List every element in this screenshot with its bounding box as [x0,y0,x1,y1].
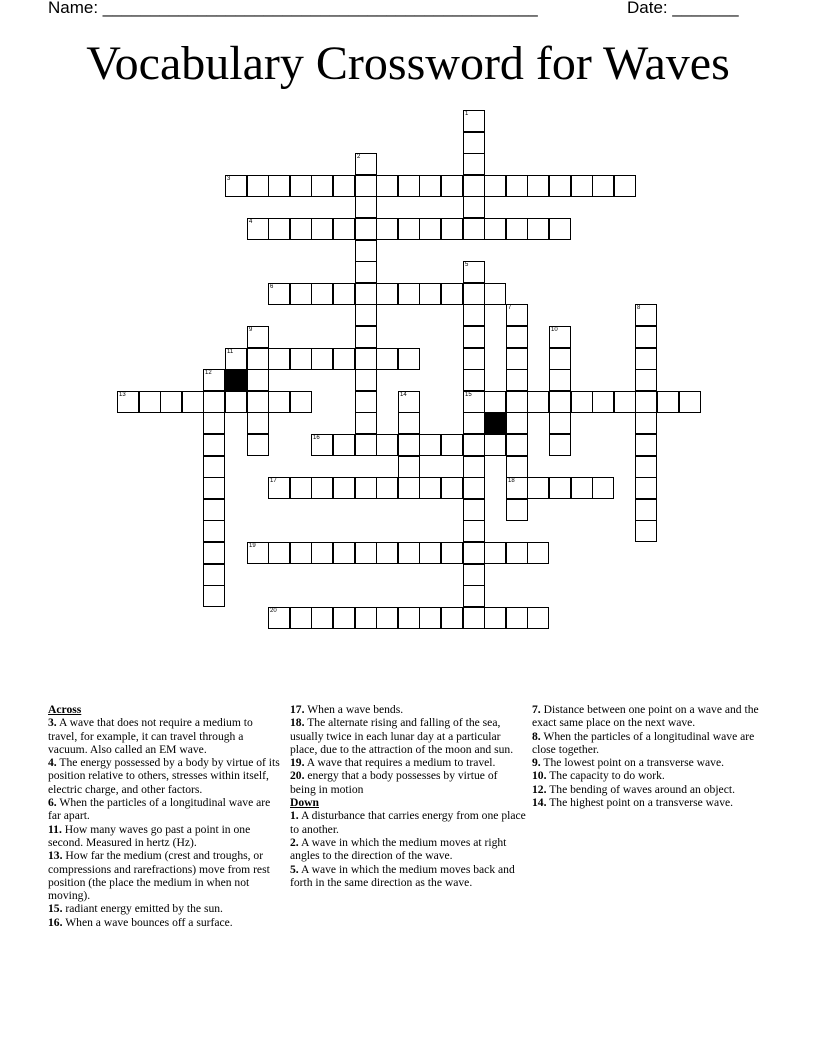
clue-across-20: 20. energy that a body possesses by virtue of being in motion [290,769,498,796]
clues-column-2 [290,703,526,889]
crossword-cell[interactable] [398,175,420,197]
crossword-cell[interactable] [506,477,528,499]
crossword-cell[interactable] [355,391,377,413]
crossword-cell[interactable] [376,434,398,456]
crossword-cell[interactable] [463,607,485,629]
crossword-cell[interactable] [571,175,593,197]
page-title: Vocabulary Crossword for Waves [86,37,730,90]
clue-across-17: 17. When a wave bends. [290,703,404,716]
crossword-cell[interactable] [463,499,485,521]
clue-down-9: 9. The lowest point on a transverse wave. [532,756,725,770]
crossword-cell[interactable] [311,348,333,370]
crossword-cell[interactable] [333,283,355,305]
crossword-cell[interactable] [463,456,485,478]
date-field-label: Date: _______ [627,0,739,17]
crossword-cell[interactable] [549,348,571,370]
crossword-cell[interactable] [506,218,528,240]
across-heading: Across [48,703,82,716]
crossword-cell[interactable] [355,542,377,564]
clue-across-13: 13. How far the medium (crest and troughs, or compressions and rarefractions) move from rest position (the place the medium in when not moving). [48,849,270,903]
crossword-cell[interactable] [463,348,485,370]
crossword-cell[interactable] [311,607,333,629]
name-field-label: Name: ______________________________________________ [48,0,538,17]
crossword-cell[interactable] [549,175,571,197]
crossword-cell[interactable] [441,607,463,629]
crossword-cell[interactable] [398,477,420,499]
clue-across-3: 3. A wave that does not require a medium to travel, for example, it can travel through a vacuum. Also called an EM wave. [48,716,253,756]
crossword-cell[interactable] [614,391,636,413]
crossword-cell[interactable] [463,218,485,240]
crossword-cell[interactable] [355,304,377,326]
crossword-cell[interactable] [484,175,506,197]
crossword-cell[interactable] [549,218,571,240]
crossword-cell[interactable] [592,391,614,413]
crossword-cell[interactable] [247,391,269,413]
crossword-cell[interactable] [268,218,290,240]
crossword-cell[interactable] [441,283,463,305]
crossword-cell[interactable] [635,348,657,370]
crossword-cell[interactable] [225,391,247,413]
crossword-cell[interactable] [268,607,290,629]
crossword-cell[interactable] [635,434,657,456]
crossword-cell[interactable] [635,456,657,478]
crossword-cell[interactable] [506,412,528,434]
crossword-cell[interactable] [333,434,355,456]
clue-number: 17 [270,478,277,484]
crossword-cell[interactable] [463,564,485,586]
crossword-cell[interactable] [311,542,333,564]
crossword-cell[interactable] [506,456,528,478]
crossword-cell[interactable] [355,240,377,262]
crossword-cell[interactable] [333,218,355,240]
clue-number: 6 [270,284,274,290]
clue-across-16: 16. When a wave bounces off a surface. [48,915,233,929]
clue-number: 8 [637,305,641,311]
clue-number: 3 [227,176,231,182]
crossword-cell[interactable] [333,175,355,197]
clue-across-4: 4. The energy possessed by a body by virtue of its position relative to others, stresses within itself, electric charge, and other factors. [48,756,280,796]
crossword-cell[interactable] [376,175,398,197]
crossword-cell[interactable] [463,304,485,326]
crossword-cell[interactable] [203,542,225,564]
crossword-cell[interactable] [203,412,225,434]
clue-down-14: 14. The highest point on a transverse wave. [532,796,734,810]
crossword-cell[interactable] [419,477,441,499]
crossword-cell[interactable] [247,175,269,197]
crossword-cell[interactable] [290,218,312,240]
crossword-cell[interactable] [419,175,441,197]
crossword-cell[interactable] [311,218,333,240]
clue-number: 12 [205,370,212,376]
crossword-cell[interactable] [376,218,398,240]
crossword-cell[interactable] [549,412,571,434]
crossword-cell[interactable] [614,175,636,197]
crossword-cell[interactable] [549,326,571,348]
crossword-cell[interactable] [247,326,269,348]
crossword-cell[interactable] [419,218,441,240]
crossword-cell[interactable] [290,607,312,629]
crossword-black-square [484,412,506,434]
crossword-cell[interactable] [506,391,528,413]
crossword-cell[interactable] [355,412,377,434]
clue-down-5: 5. A wave in which the medium moves back and forth in the same direction as the wave. [290,862,515,889]
crossword-cell[interactable] [527,175,549,197]
crossword-cell[interactable] [398,607,420,629]
crossword-cell[interactable] [247,218,269,240]
crossword-cell[interactable] [484,283,506,305]
crossword-cell[interactable] [355,434,377,456]
crossword-cell[interactable] [203,564,225,586]
clue-across-11: 11. How many waves go past a point in one second. Measured in hertz (Hz). [48,822,251,849]
crossword-cell[interactable] [527,477,549,499]
clue-across-15: 15. radiant energy emitted by the sun. [48,902,223,916]
crossword-cell[interactable] [635,326,657,348]
crossword-cell[interactable] [441,542,463,564]
crossword-cell[interactable] [571,477,593,499]
crossword-cell[interactable] [549,369,571,391]
crossword-cell[interactable] [117,391,139,413]
crossword-cell[interactable] [225,348,247,370]
clue-number: 7 [508,305,512,311]
down-heading: Down [290,796,319,810]
crossword-cell[interactable] [182,391,204,413]
crossword-cell[interactable] [635,304,657,326]
crossword-cell[interactable] [441,175,463,197]
crossword-cell[interactable] [160,391,182,413]
crossword-cell[interactable] [527,218,549,240]
crossword-cell[interactable] [247,542,269,564]
crossword-cell[interactable] [355,153,377,175]
crossword-cell[interactable] [506,499,528,521]
crossword-cell[interactable] [247,369,269,391]
crossword-cell[interactable] [506,369,528,391]
crossword-cell[interactable] [463,434,485,456]
crossword-cell[interactable] [203,499,225,521]
crossword-cell[interactable] [635,520,657,542]
crossword-cell[interactable] [484,607,506,629]
crossword-cell[interactable] [355,196,377,218]
crossword-cell[interactable] [398,542,420,564]
crossword-cell[interactable] [268,283,290,305]
crossword-cell[interactable] [506,326,528,348]
crossword-cell[interactable] [506,175,528,197]
crossword-cell[interactable] [398,283,420,305]
crossword-cell[interactable] [268,391,290,413]
crossword-cell[interactable] [333,348,355,370]
crossword-cell[interactable] [484,542,506,564]
crossword-cell[interactable] [463,283,485,305]
crossword-cell[interactable] [484,391,506,413]
crossword-cell[interactable] [441,218,463,240]
clue-down-12: 12. The bending of waves around an object. [532,782,735,796]
crossword-cell[interactable] [463,412,485,434]
crossword-cell[interactable] [203,456,225,478]
crossword-cell[interactable] [484,218,506,240]
clue-number: 2 [357,154,361,160]
crossword-cell[interactable] [311,175,333,197]
crossword-cell[interactable] [203,520,225,542]
crossword-cell[interactable] [441,434,463,456]
crossword-cell[interactable] [376,542,398,564]
crossword-cell[interactable] [333,542,355,564]
crossword-cell[interactable] [419,283,441,305]
crossword-cell[interactable] [268,348,290,370]
crossword-cell[interactable] [376,477,398,499]
crossword-cell[interactable] [398,434,420,456]
clue-number: 15 [465,392,472,398]
crossword-cell[interactable] [398,218,420,240]
crossword-cell[interactable] [355,477,377,499]
crossword-cell[interactable] [506,607,528,629]
clues-column-1 [48,703,284,929]
crossword-cell[interactable] [484,434,506,456]
clue-down-8: 8. When the particles of a longitudinal wave are close together. [532,729,755,756]
crossword-cell[interactable] [463,326,485,348]
clue-number: 1 [465,111,469,117]
crossword-cell[interactable] [290,175,312,197]
crossword-cell[interactable] [376,348,398,370]
crossword-black-square [225,369,247,391]
crossword-cell[interactable] [506,542,528,564]
crossword-cell[interactable] [463,369,485,391]
clue-across-19: 19. A wave that requires a medium to travel. [290,756,496,770]
crossword-cell[interactable] [527,391,549,413]
crossword-cell[interactable] [311,283,333,305]
crossword-cell[interactable] [355,607,377,629]
crossword-cell[interactable] [290,391,312,413]
crossword-cell[interactable] [506,304,528,326]
crossword-cell[interactable] [247,348,269,370]
crossword-cell[interactable] [203,391,225,413]
crossword-cell[interactable] [635,391,657,413]
crossword-cell[interactable] [441,477,463,499]
crossword-cell[interactable] [527,542,549,564]
crossword-cell[interactable] [571,391,593,413]
clue-number: 11 [227,349,234,355]
crossword-cell[interactable] [549,391,571,413]
crossword-cell[interactable] [355,348,377,370]
crossword-cell[interactable] [355,283,377,305]
clue-number: 19 [249,543,256,549]
crossword-cell[interactable] [398,348,420,370]
crossword-cell[interactable] [290,348,312,370]
crossword-cell[interactable] [311,434,333,456]
crossword-cell[interactable] [268,175,290,197]
crossword-cell[interactable] [398,391,420,413]
crossword-cell[interactable] [506,434,528,456]
crossword-cell[interactable] [463,477,485,499]
crossword-cell[interactable] [398,456,420,478]
crossword-cell[interactable] [549,434,571,456]
crossword-cell[interactable] [679,391,701,413]
crossword-cell[interactable] [290,477,312,499]
clue-number: 4 [249,219,253,225]
crossword-cell[interactable] [463,542,485,564]
crossword-cell[interactable] [463,132,485,154]
clue-number: 20 [270,608,277,614]
clue-number: 5 [465,262,469,268]
clue-number: 10 [551,327,558,333]
crossword-cell[interactable] [463,175,485,197]
crossword-cell[interactable] [592,175,614,197]
crossword-cell[interactable] [355,261,377,283]
clue-across-18: 18. The alternate rising and falling of the sea, usually twice in each lunar day at a particular place, due to the attraction of the moon and sun. [290,716,514,756]
crossword-cell[interactable] [657,391,679,413]
crossword-cell[interactable] [463,585,485,607]
crossword-cell[interactable] [355,218,377,240]
crossword-cell[interactable] [355,175,377,197]
crossword-cell[interactable] [635,412,657,434]
crossword-cell[interactable] [333,607,355,629]
clue-number: 16 [313,435,320,441]
crossword-cell[interactable] [247,434,269,456]
clue-across-6: 6. When the particles of a longitudinal wave are far apart. [48,796,271,823]
crossword-cell[interactable] [527,607,549,629]
crossword-cell[interactable] [419,434,441,456]
clue-down-7: 7. Distance between one point on a wave and the exact same place on the next wave. [532,703,759,730]
crossword-cell[interactable] [268,477,290,499]
crossword-cell[interactable] [463,261,485,283]
crossword-cell[interactable] [225,175,247,197]
crossword-cell[interactable] [419,607,441,629]
crossword-cell[interactable] [376,607,398,629]
crossword-cell[interactable] [506,348,528,370]
crossword-cell[interactable] [203,369,225,391]
crossword-cell[interactable] [268,542,290,564]
crossword-cell[interactable] [139,391,161,413]
crossword-cell[interactable] [463,153,485,175]
crossword-cell[interactable] [463,391,485,413]
crossword-cell[interactable] [635,499,657,521]
crossword-cell[interactable] [311,477,333,499]
clues-column-3 [532,703,768,809]
crossword-cell[interactable] [203,434,225,456]
crossword-cell[interactable] [635,369,657,391]
clue-down-10: 10. The capacity to do work. [532,769,665,783]
crossword-cell[interactable] [376,283,398,305]
crossword-cell[interactable] [355,326,377,348]
crossword-cell[interactable] [290,542,312,564]
clue-number: 18 [508,478,515,484]
crossword-cell[interactable] [398,412,420,434]
crossword-cell[interactable] [203,477,225,499]
clue-number: 14 [400,392,407,398]
crossword-cell[interactable] [463,196,485,218]
crossword-cell[interactable] [463,520,485,542]
crossword-cell[interactable] [355,369,377,391]
crossword-cell[interactable] [203,585,225,607]
clue-number: 9 [249,327,253,333]
crossword-cell[interactable] [549,477,571,499]
clue-down-2: 2. A wave in which the medium moves at right angles to the direction of the wave. [290,835,507,863]
crossword-cell[interactable] [592,477,614,499]
clue-down-1: 1. A disturbance that carries energy from one place to another. [290,809,526,836]
crossword-cell[interactable] [333,477,355,499]
crossword-cell[interactable] [247,412,269,434]
crossword-cell[interactable] [463,110,485,132]
crossword-cell[interactable] [290,283,312,305]
clue-number: 13 [119,392,126,398]
crossword-cell[interactable] [635,477,657,499]
crossword-cell[interactable] [419,542,441,564]
